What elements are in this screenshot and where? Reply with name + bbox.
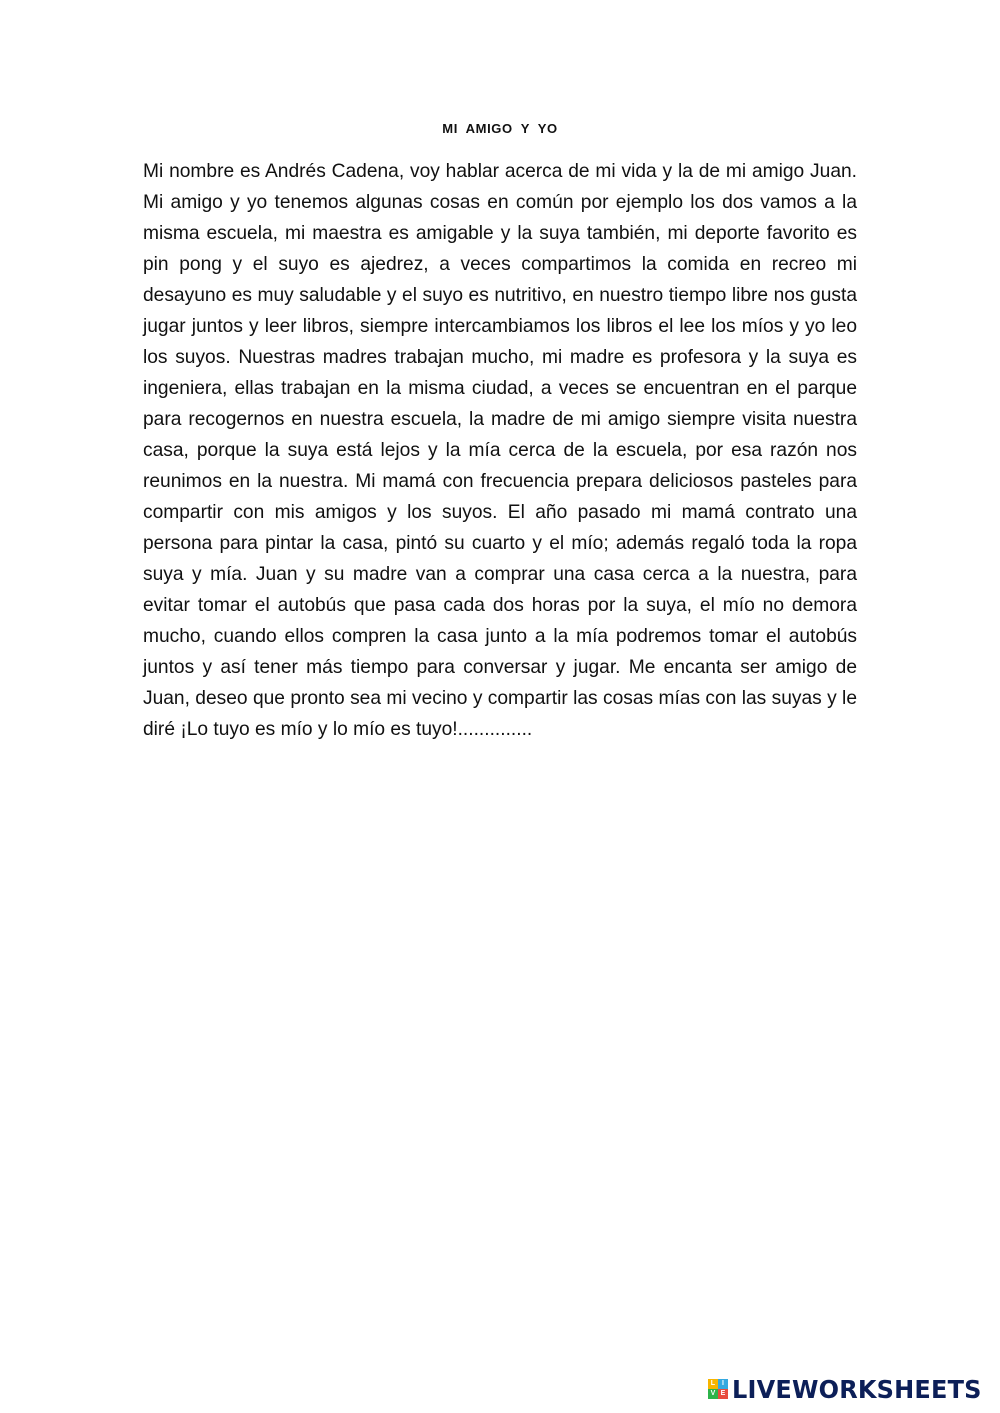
- logo-letter-e: E: [718, 1389, 728, 1399]
- logo-letter-l: L: [708, 1379, 718, 1389]
- logo-letter-v: V: [708, 1389, 718, 1399]
- brand-wordmark: LIVEWORKSHEETS: [731, 1374, 982, 1404]
- liveworksheets-brand[interactable]: [708, 1371, 992, 1407]
- document-title: MI AMIGO Y YO: [442, 121, 558, 136]
- logo-letter-i: I: [718, 1379, 728, 1389]
- liveworksheets-logo-icon: [708, 1379, 728, 1399]
- story-paragraph: Mi nombre es Andrés Cadena, voy hablar acerca de mi vida y la de mi amigo Juan. Mi amigo y yo tenemos algunas cosas en común por ejemplo los dos vamos a la misma escuela, mi maestra es amigable y la suya también, mi deporte favorito es pin pong y el suyo es ajedrez, a veces compartimos la comida en recreo mi desayuno es muy saludable y el suyo es nutritivo, en nuestro tiempo libre nos gusta jugar juntos y leer libros, siempre intercambiamos los libros el lee los míos y yo leo los suyos. Nuestras madres trabajan mucho, mi madre es profesora y la suya es ingeniera, ellas trabajan en la misma ciudad, a veces se encuentran en el parque para recogernos en nuestra escuela, la madre de mi amigo siempre visita nuestra casa, porque la suya está lejos y la mía cerca de la escuela, por esa razón nos reunimos en la nuestra. Mi mamá con frecuencia prepara deliciosos pasteles para compartir con mis amigos y los suyos. El año pasado mi mamá contrato una persona para pintar la casa, pintó su cuarto y el mío; además regaló toda la ropa suya y mía. Juan y su madre van a comprar una casa cerca a la nuestra, para evitar tomar el autobús que pasa cada dos horas por la suya, el mío no demora mucho, cuando ellos compren la casa junto a la mía podremos tomar el autobús juntos y así tener más tiempo para conversar y jugar. Me encanta ser amigo de Juan, deseo que pronto sea mi vecino y compartir las cosas mías con las suyas y le diré ¡Lo tuyo es mío y lo mío es tuyo!..............: [143, 161, 857, 740]
